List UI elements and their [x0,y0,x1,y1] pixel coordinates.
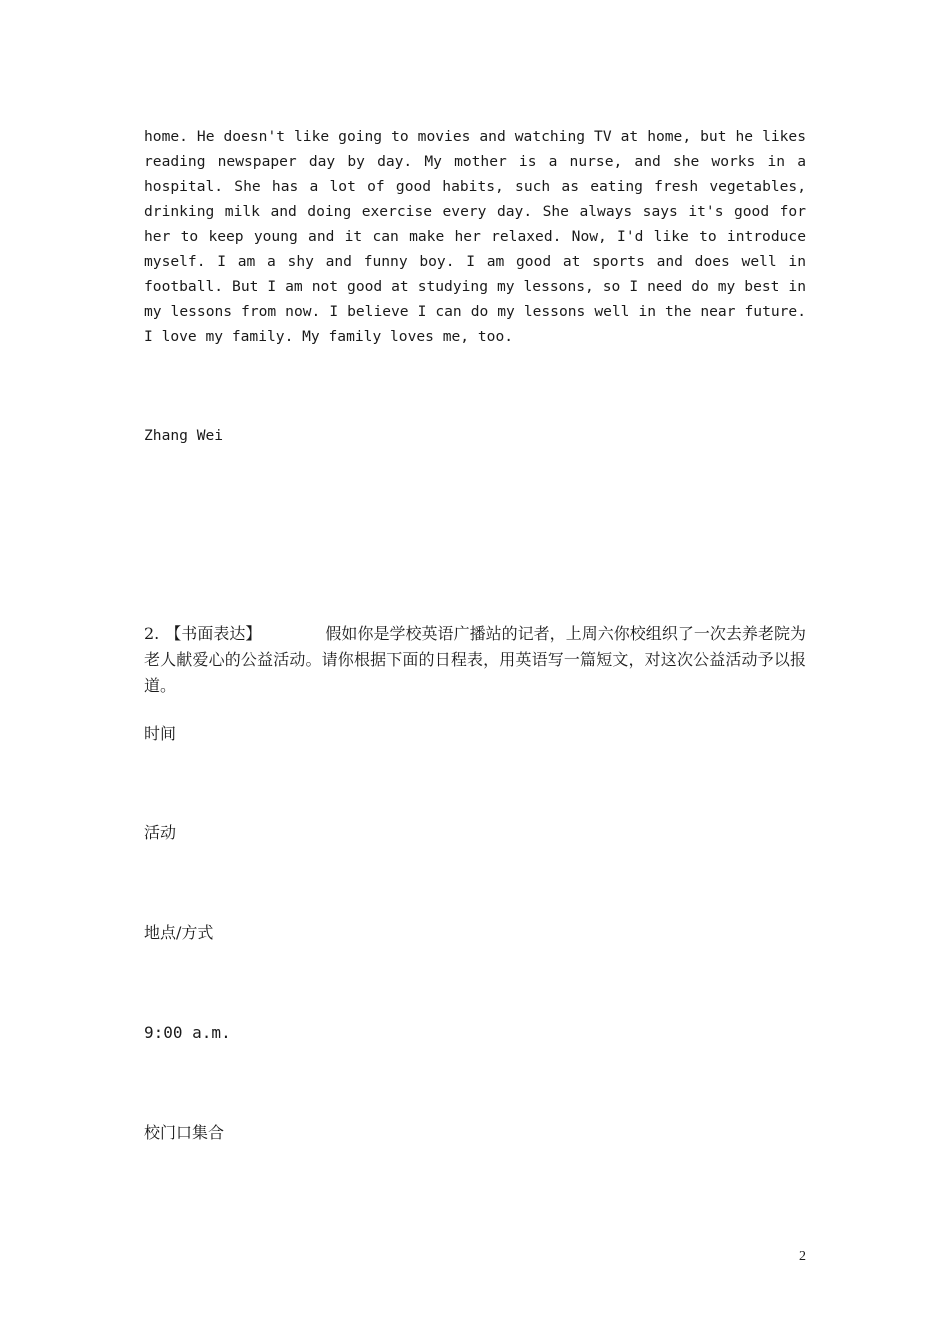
page-number: 2 [799,1249,806,1264]
schedule-row1-activity: 校门口集合 [144,1123,225,1142]
writing-question [144,621,806,699]
schedule-header-activity: 活动 [144,823,177,842]
letter-signature: Zhang Wei [144,427,224,444]
letter-body: home. He doesn't like going to movies and watching TV at home, but he likes reading newspaper day by day. My mother is a nurse, and she works in a hospital. She has a lot of good habits, such as eating fresh vegetables, drinking milk and doing exercise every day. She always says it's good for her to keep young and it can make her relaxed. Now, I'd like to introduce myself. I am a shy and funny boy. I am good at sports and does well in football. But I am not good at studying my lessons, so I need do my best in my lessons from now. I believe I can do my lessons well in the near future. I love my family. My family loves me, too. [144,128,806,345]
question-tag: 【书面表达】 [165,624,262,643]
question-prompt: 假如你是学校英语广播站的记者，上周六你校组织了一次去养老院为老人献爱心的公益活动。请你根据下面的日程表，用英语写一篇短文，对这次公益活动予以报道。 [144,624,806,695]
schedule-header-place: 地点/方式 [144,923,214,942]
schedule-header-time: 时间 [144,724,177,743]
question-number: 2. [144,624,160,643]
schedule-row1-time: 9:00 a.m. [144,1023,231,1042]
